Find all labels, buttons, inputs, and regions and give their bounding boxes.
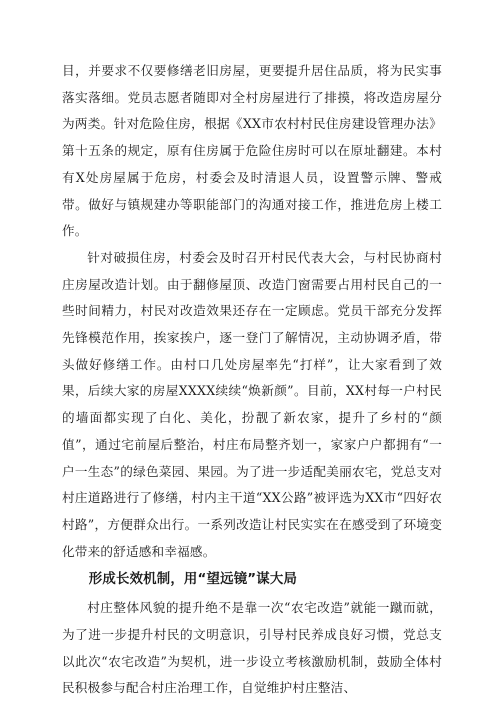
- document-page: [62, 58, 442, 702]
- section-heading: 形成长效机制，用“望远镜”谋大局: [88, 572, 298, 588]
- paragraph-long-term-mechanism: 村庄整体风貌的提升绝不是靠一次“农宅改造”就能一蹴而就，为了进一步提升村民的文明意识，引导村民养成良好习惯，党总支以此次“农宅改造”为契机，进一步设立考核激励机制，鼓励全体村民积极参与配合村庄治理工作，自觉维护村庄整洁、: [62, 600, 442, 696]
- paragraph-damaged-housing: 针对破损住房，村委会及时召开村民代表大会，与村民协商村庄房屋改造计划。由于翻修屋顶、改造门窗需要占用村民自己的一些时间精力，村民对改造效果还存在一定顾虑。党员干部充分发挥先锋模范作用，挨家挨户，逐一登门了解情况，主动协调矛盾，带头做好修缮工作。由村口几处房屋率先“打样”，让大家看到了效果，后续大家的房屋XXXX续续“焕新颜”。目前，XX村每一户村民的墙面都实现了白化、美化，扮靓了新农家，提升了乡村的“颜值”，通过宅前屋后整治，村庄布局整齐划一，家家户户都拥有“一户一生态”的绿色菜园、果园。为了进一步适配美丽农宅，党总支对村庄道路进行了修缮，村内主干道“XX公路”被评选为XX市“四好农村路”，方便群众出行。一系列改造让村民实实在在感受到了环境变化带来的舒适感和幸福感。: [62, 249, 442, 559]
- paragraph-continued: 目，并要求不仅要修缮老旧房屋，更要提升居住品质，将为民实事落实落细。党员志愿者随即对全村房屋进行了排摸，将改造房屋分为两类。针对危险住房，根据《XX市农村村民住房建设管理办法》第十五条的规定，原有住房属于危险住房时可以在原址翻建。本村有X处房屋属于危房，村委会及时清退人员，设置警示牌、警戒带。做好与镇规建办等职能部门的沟通对接工作，推进危房上楼工作。: [62, 63, 442, 239]
